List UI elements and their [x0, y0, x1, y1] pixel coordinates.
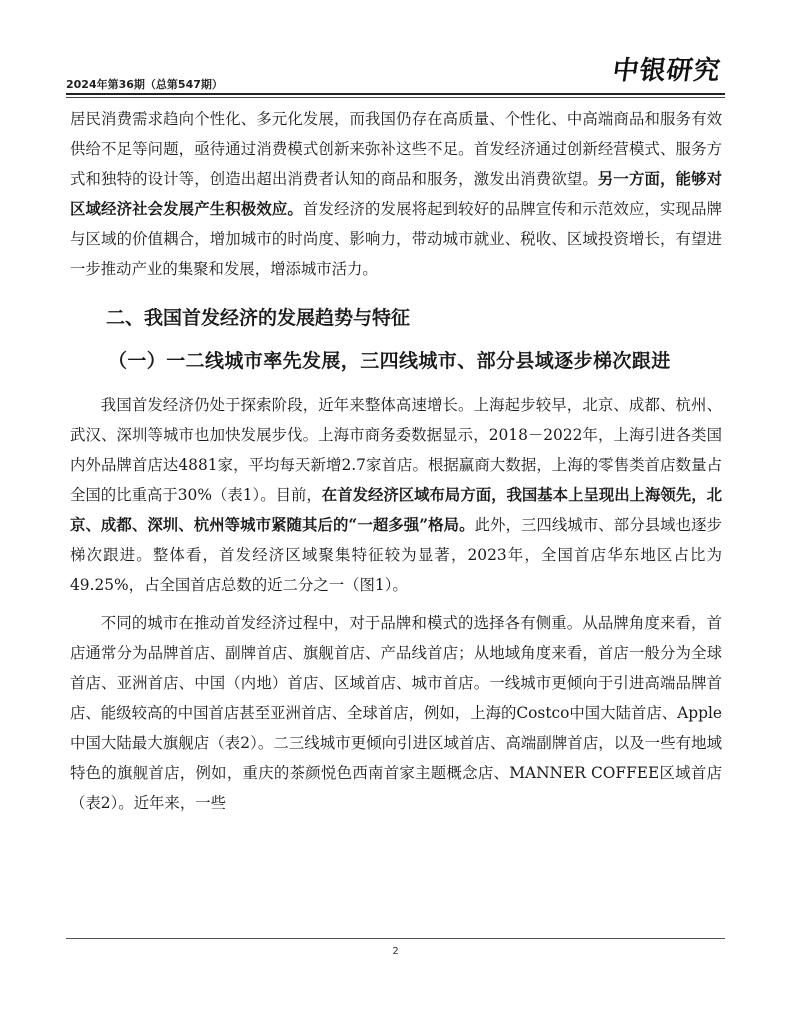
issue-label: 2024年第36期（总第547期） — [66, 78, 223, 91]
logo: 中银研究 — [610, 56, 723, 86]
paragraph-2-tail: 此外，三四线城市、部分县域也逐步梯次跟进。整体看，首发经济区域聚集特征较为显著，2023年，全国首店华东地区占比为49.25%，占全国首店总数的近二分之一（图1）。 — [70, 516, 722, 594]
paragraph-2-bold: 在首发经济区域布局方面，我国基本上呈现出上海领先，北京、成都、深圳、杭州等城市紧随其后的“一超多强”格局。 — [70, 486, 722, 534]
header-divider-thin — [66, 97, 725, 98]
page-number: 2 — [392, 946, 399, 957]
paragraph-2-text: 我国首发经济仍处于探索阶段，近年来整体高速增长。上海起步较早，北京、成都、杭州、武汉、深圳等城市也加快发展步伐。上海市商务委数据显示，2018－2022年，上海引进各类国内外品牌首店达4881家，平均每天新增2.7家首店。根据赢商大数据，上海的零售类首店数量占全国的比重高于30%（表1）。目前， — [70, 396, 722, 504]
section-heading: 二、我国首发经济的发展趋势与特征 — [106, 307, 411, 329]
paragraph-2 — [70, 390, 722, 600]
header-divider — [66, 93, 725, 95]
article-body — [70, 104, 722, 818]
paragraph-1-text: 居民消费需求趋向个性化、多元化发展，而我国仍存在高质量、个性化、中高端商品和服务有效供给不足等问题，亟待通过消费模式创新来弥补这些不足。首发经济通过创新经营模式、服务方式和独特的设计等，创造出超出消费者认知的商品和服务，激发出消费欲望。 — [70, 110, 722, 188]
subsection-heading: （一）一二线城市率先发展，三四线城市、部分县域逐步梯次跟进 — [108, 350, 671, 372]
footer-divider — [66, 938, 725, 939]
paragraph-3: 不同的城市在推动首发经济过程中，对于品牌和模式的选择各有侧重。从品牌角度来看，首店通常分为品牌首店、副牌首店、旗舰首店、产品线首店；从地域角度来看，首店一般分为全球首店、亚洲首店、中国（内地）首店、区域首店、城市首店。一线城市更倾向于引进高端品牌首店、能级较高的中国首店甚至亚洲首店、全球首店，例如，上海的Costco中国大陆首店、Apple中国大陆最大旗舰店（表2）。二三线城市更倾向引进区域首店、高端副牌首店，以及一些有地域特色的旗舰首店，例如，重庆的茶颜悦色西南首家主题概念店、MANNER COFFEE区域首店（表2）。近年来，一些 — [70, 614, 722, 812]
paragraph-1 — [70, 104, 722, 284]
paragraph-1-tail: 首发经济的发展将起到较好的品牌宣传和示范效应，实现品牌与区域的价值耦合，增加城市的时尚度、影响力，带动城市就业、税收、区域投资增长，有望进一步推动产业的集聚和发展，增添城市活力。 — [70, 200, 722, 278]
paragraph-1-bold: 另一方面，能够对区域经济社会发展产生积极效应。 — [70, 170, 722, 218]
